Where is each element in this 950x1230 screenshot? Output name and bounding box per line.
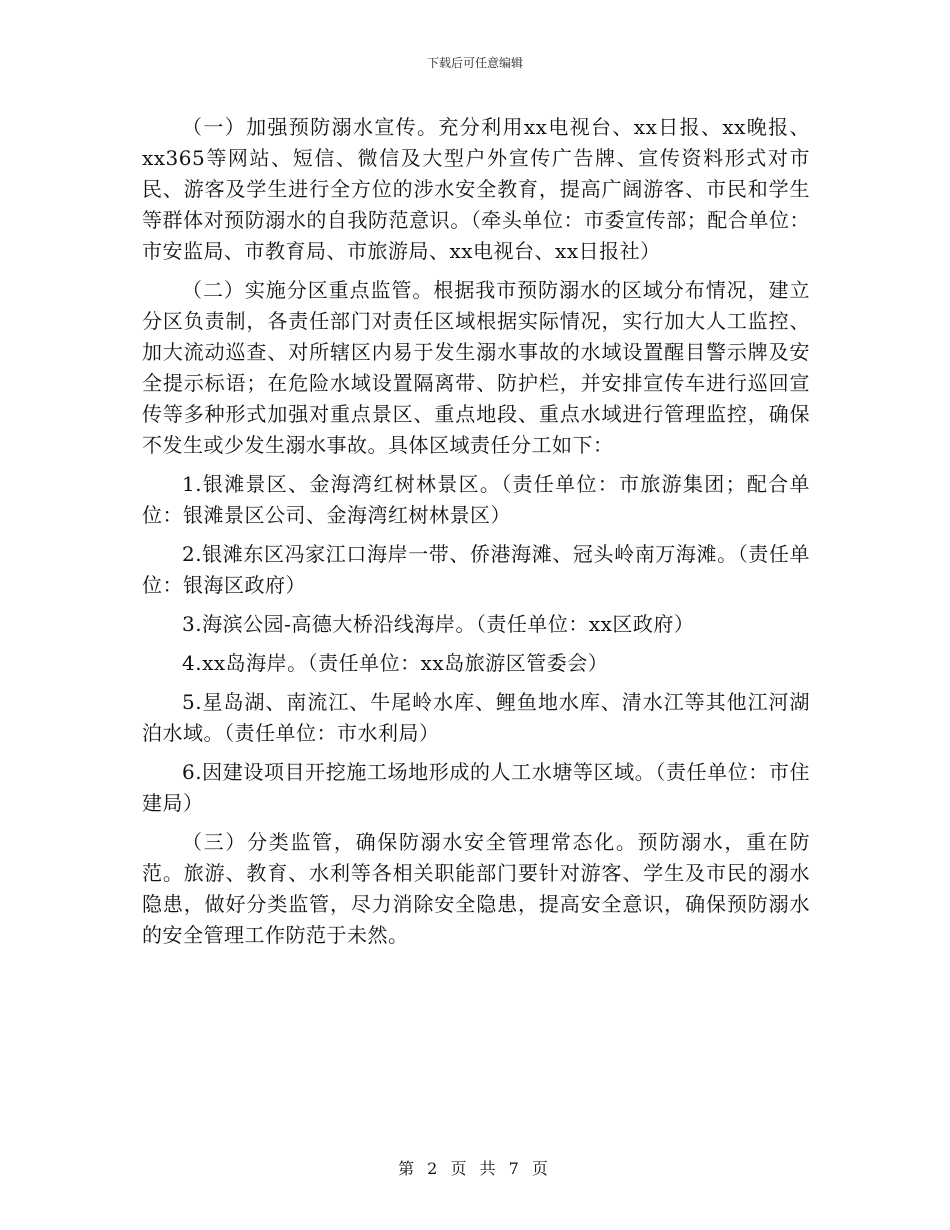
section-3-paragraph: （三）分类监管，确保防溺水安全管理常态化。预防溺水，重在防范。旅游、教育、水利等各相关职能部门要针对游客、学生及市民的溺水隐患，做好分类监管，尽力消除安全隐患，提高安全意识，确保预防溺水的安全管理工作防范于未然。: [142, 830, 810, 947]
section-2-paragraph: （二）实施分区重点监管。根据我市预防溺水的区域分布情况，建立分区负责制，各责任部门对责任区域根据实际情况，实行加大人工监控、加大流动巡查、对所辖区内易于发生溺水事故的水域设置醒目警示牌及安全提示标语；在危险水域设置隔离带、防护栏，并安排宣传车进行巡回宣传等多种形式加强对重点景区、重点地段、重点水域进行管理监控，确保不发生或少发生溺水事故。具体区域责任分工如下：: [142, 278, 810, 457]
document-body: [142, 112, 810, 959]
list-item: 1.银滩景区、金海湾红树林景区。（责任单位：市旅游集团；配合单位：银滩景区公司、金海湾红树林景区）: [142, 472, 810, 527]
list-item: 6.因建设项目开挖施工场地形成的人工水塘等区域。（责任单位：市住建局）: [142, 760, 810, 815]
list-item: 3.海滨公园-高德大桥沿线海岸。（责任单位：xx区政府）: [182, 612, 695, 636]
page-number: 第 2 页 共 7 页: [398, 1159, 552, 1178]
list-item: 5.星岛湖、南流江、牛尾岭水库、鲤鱼地水库、清水江等其他江河湖泊水域。（责任单位：市水利局）: [142, 690, 810, 745]
list-item: 2.银滩东区冯家江口海岸一带、侨港海滩、冠头岭南万海滩。（责任单位：银海区政府）: [142, 542, 810, 597]
section-1-paragraph: （一）加强预防溺水宣传。充分利用xx电视台、xx日报、xx晚报、xx365等网站、短信、微信及大型户外宣传广告牌、宣传资料形式对市民、游客及学生进行全方位的涉水安全教育，提高广阔游客、市民和学生等群体对预防溺水的自我防范意识。（牵头单位：市委宣传部；配合单位：市安监局、市教育局、市旅游局、xx电视台、xx日报社）: [142, 115, 810, 263]
page-header: 下载后可任意编辑: [426, 56, 523, 70]
list-item: 4.xx岛海岸。（责任单位：xx岛旅游区管委会）: [182, 651, 609, 675]
